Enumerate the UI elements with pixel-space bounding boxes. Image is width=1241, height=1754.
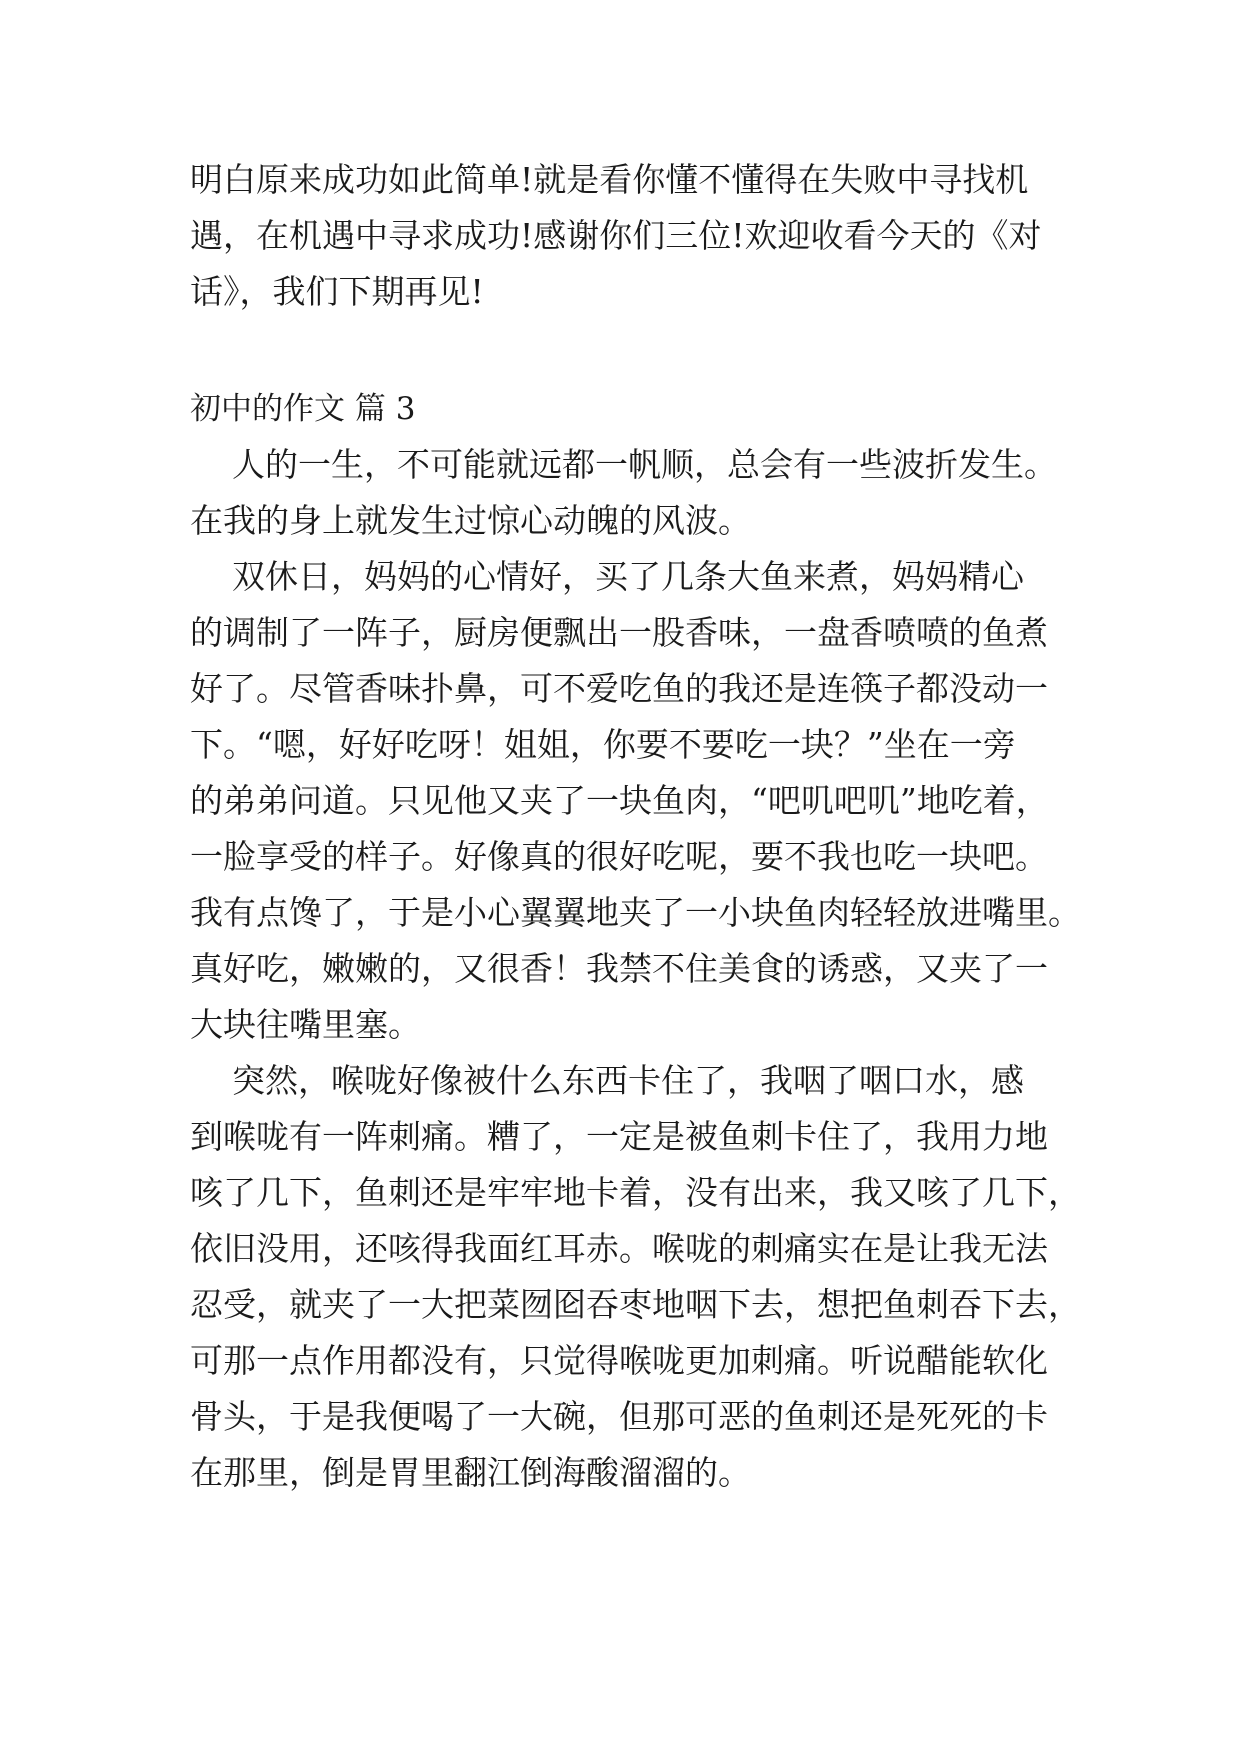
section-heading: 初中的作文 篇 3 xyxy=(190,391,416,427)
paragraph-line: 咳了几下，鱼刺还是牢牢地卡着，没有出来，我又咳了几下， xyxy=(190,1173,1081,1212)
paragraph-line: 在那里，倒是胃里翻江倒海酸溜溜的。 xyxy=(190,1453,751,1492)
paragraph-line: 我有点馋了，于是小心翼翼地夹了一小块鱼肉轻轻放进嘴里。 xyxy=(190,893,1081,932)
paragraph-line: 可那一点作用都没有，只觉得喉咙更加刺痛。听说醋能软化 xyxy=(190,1341,1048,1380)
paragraph-line: 真好吃，嫩嫩的，又很香！我禁不住美食的诱惑，又夹了一 xyxy=(190,949,1048,988)
paragraph-line: 的调制了一阵子，厨房便飘出一股香味，一盘香喷喷的鱼煮 xyxy=(190,613,1048,652)
paragraph-line: 的弟弟问道。只见他又夹了一块鱼肉，“吧叽吧叽”地吃着， xyxy=(190,781,1049,820)
paragraph-line: 突然，喉咙好像被什么东西卡住了，我咽了咽口水，感 xyxy=(190,1061,1024,1100)
intro-line: 话》，我们下期再见! xyxy=(190,272,484,311)
intro-line: 明白原来成功如此简单!就是看你懂不懂得在失败中寻找机 xyxy=(190,160,1029,199)
paragraph-line: 好了。尽管香味扑鼻，可不爱吃鱼的我还是连筷子都没动一 xyxy=(190,669,1048,708)
paragraph-line: 大块往嘴里塞。 xyxy=(190,1005,421,1044)
paragraph-line: 到喉咙有一阵刺痛。糟了，一定是被鱼刺卡住了，我用力地 xyxy=(190,1117,1048,1156)
paragraph-line: 忍受，就夹了一大把菜囫囵吞枣地咽下去，想把鱼刺吞下去， xyxy=(190,1285,1081,1324)
paragraph-line: 人的一生，不可能就远都一帆顺，总会有一些波折发生。 xyxy=(190,445,1057,484)
intro-line: 遇，在机遇中寻求成功!感谢你们三位!欢迎收看今天的《对 xyxy=(190,216,1042,255)
paragraph-line: 双休日，妈妈的心情好，买了几条大鱼来煮，妈妈精心 xyxy=(190,557,1024,596)
paragraph-line: 依旧没用，还咳得我面红耳赤。喉咙的刺痛实在是让我无法 xyxy=(190,1229,1048,1268)
paragraph-line: 在我的身上就发生过惊心动魄的风波。 xyxy=(190,501,751,540)
paragraph-line: 下。“嗯，好好吃呀！姐姐，你要不要吃一块？”坐在一旁 xyxy=(190,725,1016,764)
paragraph-line: 一脸享受的样子。好像真的很好吃呢，要不我也吃一块吧。 xyxy=(190,837,1048,876)
paragraph-line: 骨头，于是我便喝了一大碗，但那可恶的鱼刺还是死死的卡 xyxy=(190,1397,1048,1436)
